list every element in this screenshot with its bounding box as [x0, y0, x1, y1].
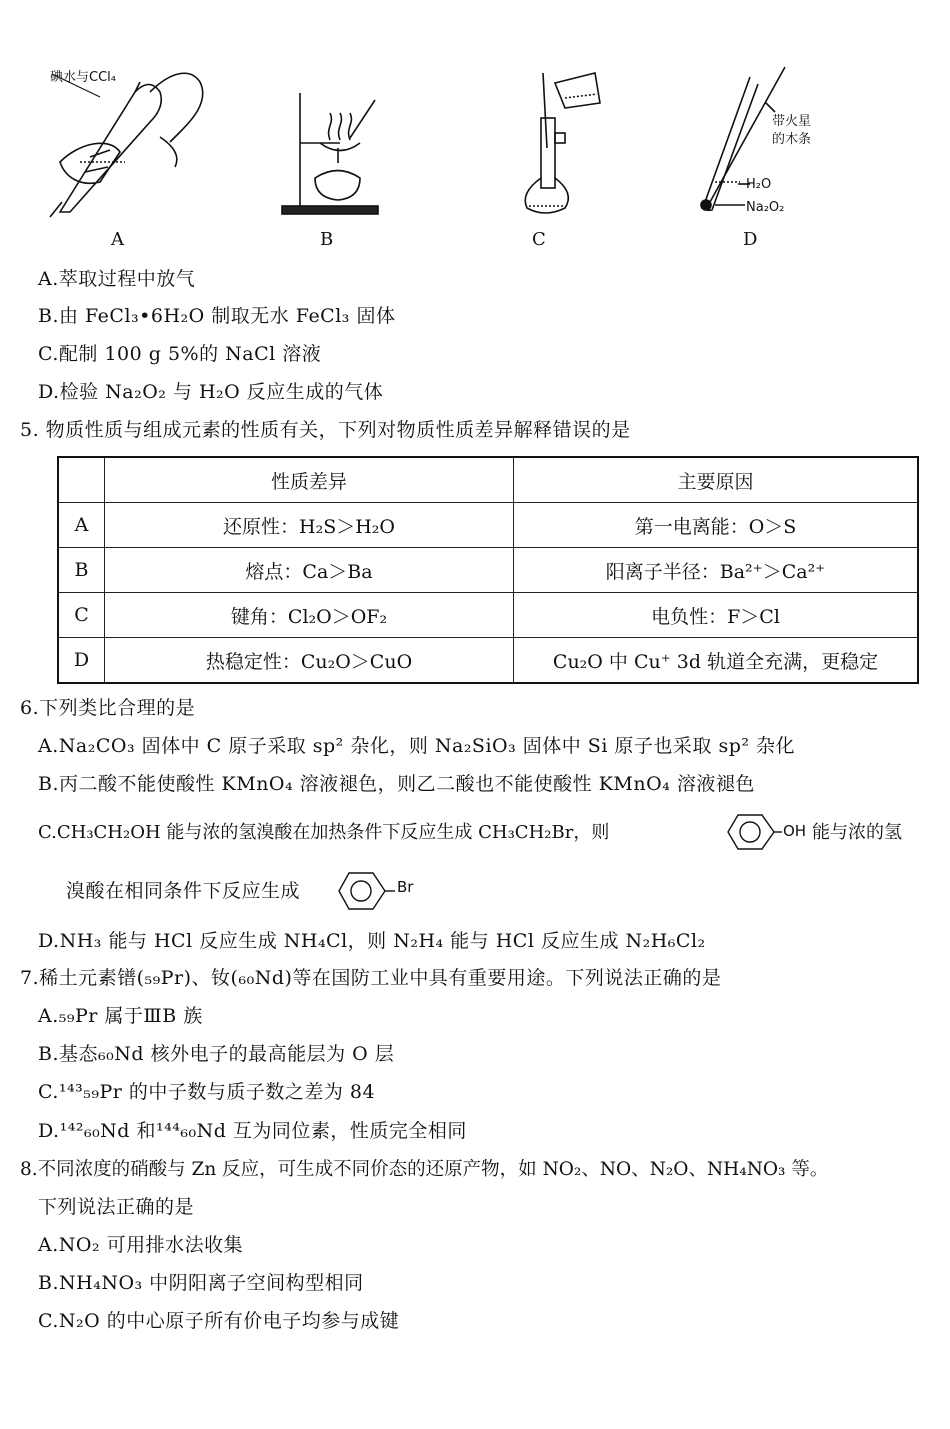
table-header-cell: 性质差异 — [105, 457, 514, 503]
figure-d-note2: 的木条 — [772, 132, 812, 147]
table-cell: 键角：Cl₂O＞OF₂ — [105, 593, 514, 638]
q6-option-c-part3: 溴酸在相同条件下反应生成 — [66, 880, 301, 902]
q4-option-a: A.萃取过程中放气 — [38, 268, 196, 290]
table-cell: D — [58, 638, 105, 684]
figure-b-label: B — [320, 229, 334, 250]
q8-option-c: C.N₂O 的中心原子所有价电子均参与成键 — [38, 1310, 400, 1332]
q5-table — [57, 456, 919, 684]
table-cell: C — [58, 593, 105, 638]
figure-c-label: C — [532, 229, 546, 250]
table-row — [58, 548, 918, 593]
q6-option-c-part2: 能与浓的氢 — [812, 822, 902, 843]
figure-a-note: 碘水与CCl₄ — [50, 70, 116, 85]
table-row — [58, 503, 918, 548]
q6-option-a: A.Na₂CO₃ 固体中 C 原子采取 sp² 杂化，则 Na₂SiO₃ 固体中 Si 原子也采取 sp² 杂化 — [38, 735, 796, 757]
q7-option-c: C.¹⁴³₅₉Pr 的中子数与质子数之差为 84 — [38, 1081, 376, 1103]
q5-stem: 5. 物质性质与组成元素的性质有关，下列对物质性质差异解释错误的是 — [20, 419, 631, 441]
q7-stem: 7.稀土元素镨(₅₉Pr)、钕(₆₀Nd)等在国防工业中具有重要用途。下列说法正确的是 — [20, 967, 722, 989]
table-cell: Cu₂O 中 Cu⁺ 3d 轨道全充满，更稳定 — [514, 638, 919, 684]
table-cell: 热稳定性：Cu₂O＞CuO — [105, 638, 514, 684]
bromobenzene-br-label: Br — [397, 878, 414, 896]
table-cell: 阳离子半径：Ba²⁺＞Ca²⁺ — [514, 548, 919, 593]
q6-option-b: B.丙二酸不能使酸性 KMnO₄ 溶液褪色，则乙二酸也不能使酸性 KMnO₄ 溶液褪色 — [38, 773, 755, 795]
q7-option-b: B.基态₆₀Nd 核外电子的最高能层为 O 层 — [38, 1043, 395, 1065]
table-row — [58, 593, 918, 638]
q8-option-a: A.NO₂ 可用排水法收集 — [38, 1234, 244, 1256]
figure-d-label: D — [743, 229, 758, 250]
q7-option-d: D.¹⁴²₆₀Nd 和¹⁴⁴₆₀Nd 互为同位素，性质完全相同 — [38, 1120, 467, 1142]
table-header-cell: 主要原因 — [514, 457, 919, 503]
q4-option-c: C.配制 100 g 5%的 NaCl 溶液 — [38, 343, 322, 365]
table-header-row — [58, 457, 918, 503]
q7-option-a: A.₅₉Pr 属于ⅢB 族 — [38, 1005, 203, 1027]
table-cell: 电负性：F＞Cl — [514, 593, 919, 638]
table-cell: A — [58, 503, 105, 548]
figure-c-volumetric-flask — [515, 68, 605, 220]
q6-option-c-part1: C.CH₃CH₂OH 能与浓的氢溴酸在加热条件下反应生成 CH₃CH₂Br，则 — [38, 822, 610, 843]
table-cell: 第一电离能：O＞S — [514, 503, 919, 548]
q4-option-d: D.检验 Na₂O₂ 与 H₂O 反应生成的气体 — [38, 381, 384, 403]
q4-option-b: B.由 FeCl₃•6H₂O 制取无水 FeCl₃ 固体 — [38, 305, 396, 327]
q6-option-d: D.NH₃ 能与 HCl 反应生成 NH₄Cl，则 N₂H₄ 能与 HCl 反应生成 N₂H₆Cl₂ — [38, 930, 706, 952]
table-cell: 熔点：Ca＞Ba — [105, 548, 514, 593]
figure-d-note4: Na₂O₂ — [746, 200, 785, 215]
figure-a-label: A — [111, 229, 124, 250]
phenol-structure-icon — [726, 812, 782, 852]
table-row — [58, 638, 918, 684]
figure-d-note3: H₂O — [746, 177, 772, 192]
q8-option-b: B.NH₄NO₃ 中阴阳离子空间构型相同 — [38, 1272, 364, 1294]
phenol-oh-label: OH — [783, 822, 807, 840]
bromobenzene-structure-icon — [337, 870, 397, 912]
figure-d-note1: 带火星 — [772, 114, 812, 129]
table-cell: 还原性：H₂S＞H₂O — [105, 503, 514, 548]
table-header-cell — [58, 457, 105, 503]
q6-stem: 6.下列类比合理的是 — [20, 697, 196, 719]
table-cell: B — [58, 548, 105, 593]
figure-b-evaporation-setup — [280, 88, 390, 218]
figure-a-separatory-funnel — [40, 62, 210, 222]
q8-stem-line2: 下列说法正确的是 — [38, 1196, 195, 1218]
q8-stem-line1: 8.不同浓度的硝酸与 Zn 反应，可生成不同价态的还原产物，如 NO₂、NO、N₂O、NH₄NO₃ 等。 — [20, 1159, 829, 1180]
